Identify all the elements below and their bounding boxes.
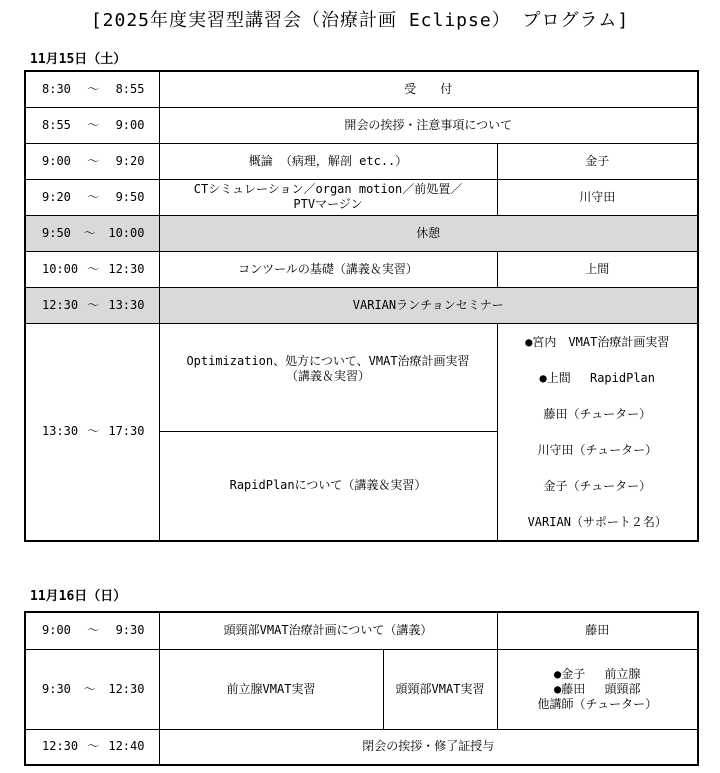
lecturer-cell: 藤田	[497, 612, 698, 649]
topic-cell: 開会の挨拶・注意事項について	[159, 107, 698, 143]
table-row	[25, 287, 698, 323]
time-cell: 8:55 ～ 9:00	[25, 107, 159, 143]
table-row	[25, 71, 698, 107]
time-cell: 12:30 ～ 12:40	[25, 729, 159, 765]
time-cell: 9:00 ～ 9:20	[25, 143, 159, 179]
table-row	[25, 729, 698, 765]
table-row	[25, 323, 698, 432]
table-row	[25, 612, 698, 649]
topic-cell: 閉会の挨拶・修了証授与	[159, 729, 698, 765]
table-row	[25, 107, 698, 143]
topic-cell-rapidplan: RapidPlanについて（講義＆実習）	[159, 432, 497, 541]
day1-label: 11月15日（土）	[30, 52, 127, 67]
topic-cell: 頭頸部VMAT治療計画について（講義）	[159, 612, 497, 649]
topic-cell-prostate: 前立腺VMAT実習	[159, 649, 383, 729]
topic-cell: コンツールの基礎（講義＆実習）	[159, 251, 497, 287]
day2-schedule-table	[24, 611, 699, 766]
topic-cell: VARIANランチョンセミナー	[159, 287, 698, 323]
day1-schedule-table	[24, 70, 699, 542]
time-cell: 9:00 ～ 9:30	[25, 612, 159, 649]
time-cell: 13:30 ～ 17:30	[25, 323, 159, 541]
time-cell: 12:30 ～ 13:30	[25, 287, 159, 323]
page-title: [2025年度実習型講習会（治療計画 Eclipse） プログラム]	[90, 10, 630, 31]
time-cell: 9:20 ～ 9:50	[25, 179, 159, 215]
lecturer-cell: ●金子 前立腺 ●藤田 頭頸部 他講師（チューター）	[497, 649, 698, 729]
time-cell: 10:00 ～ 12:30	[25, 251, 159, 287]
topic-cell: 概論 （病理，解剖 etc..）	[159, 143, 497, 179]
table-row	[25, 143, 698, 179]
topic-cell: 受 付	[159, 71, 698, 107]
table-row	[25, 251, 698, 287]
table-row	[25, 215, 698, 251]
lecturer-cell: 川守田	[497, 179, 698, 215]
topic-cell-headneck: 頭頸部VMAT実習	[383, 649, 497, 729]
lecturer-cell: 上間	[497, 251, 698, 287]
topic-cell: 休憩	[159, 215, 698, 251]
lecturer-cell: ●宮内 VMAT治療計画実習 ●上間 RapidPlan 藤田（チューター） 川守田（チューター） 金子（チューター） VARIAN（サポート２名）	[497, 323, 698, 541]
table-row	[25, 179, 698, 215]
topic-cell-optimization: Optimization、処方について、VMAT治療計画実習 （講義＆実習）	[159, 323, 497, 432]
table-row	[25, 649, 698, 729]
time-cell: 9:30 ～ 12:30	[25, 649, 159, 729]
time-cell: 8:30 ～ 8:55	[25, 71, 159, 107]
time-cell: 9:50 ～ 10:00	[25, 215, 159, 251]
lecturer-cell: 金子	[497, 143, 698, 179]
topic-cell: CTシミュレーション／organ motion／前処置／ PTVマージン	[159, 179, 497, 215]
day2-label: 11月16日（日）	[30, 589, 127, 604]
